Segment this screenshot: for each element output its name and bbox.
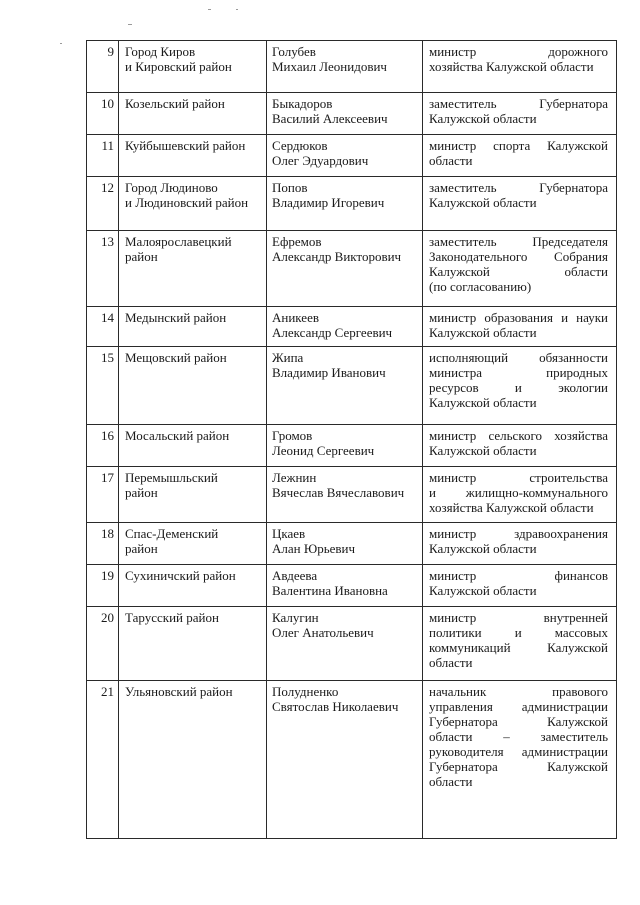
official-surname: Сердюков bbox=[272, 138, 328, 153]
district-line: Мосальский район bbox=[125, 428, 230, 443]
officials-table bbox=[86, 40, 617, 839]
position-word: Калужской области bbox=[429, 325, 537, 340]
district-line: Мещовский район bbox=[125, 350, 227, 365]
official-surname: Аникеев bbox=[272, 310, 319, 325]
position-word: экологии bbox=[558, 380, 609, 395]
position-line bbox=[429, 365, 608, 380]
official-surname: Быкадоров bbox=[272, 96, 333, 111]
table-row bbox=[87, 231, 617, 307]
official-position-cell bbox=[423, 93, 617, 135]
row-number: 21 bbox=[87, 681, 119, 839]
table-row bbox=[87, 93, 617, 135]
official-position-cell bbox=[423, 425, 617, 467]
position-line bbox=[429, 111, 608, 126]
table-row bbox=[87, 41, 617, 93]
district-line: Медынский район bbox=[125, 310, 227, 325]
official-position-cell bbox=[423, 467, 617, 523]
position-line bbox=[429, 526, 608, 541]
position-line bbox=[429, 395, 608, 410]
official-position-cell bbox=[423, 347, 617, 425]
district-cell bbox=[119, 135, 267, 177]
table-row bbox=[87, 307, 617, 347]
position-word: Законодательного bbox=[429, 249, 528, 264]
official-given-names: Олег Эдуардович bbox=[272, 153, 369, 168]
row-number: 18 bbox=[87, 523, 119, 565]
position-word: и bbox=[514, 380, 522, 395]
position-word: области bbox=[429, 655, 473, 670]
position-word: области bbox=[429, 774, 473, 789]
position-word: Калужской области bbox=[429, 541, 537, 556]
district-cell bbox=[119, 93, 267, 135]
district-line: Тарусский район bbox=[125, 610, 219, 625]
official-surname: Ефремов bbox=[272, 234, 322, 249]
table-row bbox=[87, 425, 617, 467]
row-number: 14 bbox=[87, 307, 119, 347]
position-line bbox=[429, 744, 608, 759]
row-number: 16 bbox=[87, 425, 119, 467]
official-given-names: Алан Юрьевич bbox=[272, 541, 356, 556]
official-name-cell bbox=[267, 231, 423, 307]
table-row bbox=[87, 523, 617, 565]
position-word: министра bbox=[429, 365, 482, 380]
position-word: жилищно-коммунального bbox=[465, 485, 608, 500]
table-row bbox=[87, 347, 617, 425]
district-cell bbox=[119, 607, 267, 681]
position-word: Калужской области bbox=[429, 583, 537, 598]
position-word: Калужской области bbox=[429, 111, 537, 126]
district-line: и Людиновский район bbox=[125, 195, 249, 210]
row-number: 20 bbox=[87, 607, 119, 681]
position-line bbox=[429, 96, 608, 111]
scan-dust-mark bbox=[208, 9, 211, 10]
district-cell bbox=[119, 307, 267, 347]
position-word: области bbox=[429, 729, 473, 744]
official-position-cell bbox=[423, 681, 617, 839]
official-name-cell bbox=[267, 307, 423, 347]
position-word: Губернатора bbox=[539, 96, 608, 111]
district-line: Малоярославецкий bbox=[125, 234, 232, 249]
official-given-names: Владимир Иванович bbox=[272, 365, 386, 380]
position-word: министр bbox=[429, 44, 477, 59]
table-row bbox=[87, 177, 617, 231]
position-word: Калужской области bbox=[429, 395, 537, 410]
district-line: район bbox=[125, 485, 158, 500]
row-number: 19 bbox=[87, 565, 119, 607]
district-cell bbox=[119, 347, 267, 425]
position-line bbox=[429, 443, 608, 458]
official-given-names: Валентина Ивановна bbox=[272, 583, 388, 598]
position-word: хозяйства Калужской области bbox=[429, 59, 594, 74]
official-position-cell bbox=[423, 231, 617, 307]
position-line bbox=[429, 541, 608, 556]
district-cell bbox=[119, 681, 267, 839]
district-line: Город Киров bbox=[125, 44, 196, 59]
official-name-cell bbox=[267, 177, 423, 231]
position-word: заместитель bbox=[429, 96, 497, 111]
official-position-cell bbox=[423, 607, 617, 681]
position-word: министр bbox=[429, 138, 477, 153]
position-line bbox=[429, 325, 608, 340]
table-row bbox=[87, 135, 617, 177]
official-given-names: Владимир Игоревич bbox=[272, 195, 385, 210]
district-line: Спас-Деменский bbox=[125, 526, 219, 541]
position-word: министр bbox=[429, 470, 477, 485]
district-cell bbox=[119, 177, 267, 231]
position-word: руководителя администрации bbox=[429, 744, 608, 759]
row-number: 9 bbox=[87, 41, 119, 93]
official-surname: Лежнин bbox=[272, 470, 317, 485]
row-number: 15 bbox=[87, 347, 119, 425]
position-word: финансов bbox=[554, 568, 608, 583]
position-word: Калужской bbox=[547, 714, 608, 729]
position-word: управления bbox=[429, 699, 493, 714]
official-name-cell bbox=[267, 467, 423, 523]
district-cell bbox=[119, 565, 267, 607]
position-line bbox=[429, 350, 608, 365]
position-line bbox=[429, 699, 608, 714]
position-word: Председателя bbox=[532, 234, 608, 249]
position-word: Губернатора bbox=[429, 759, 498, 774]
position-word: Губернатора bbox=[539, 180, 608, 195]
district-line: район bbox=[125, 249, 158, 264]
district-line: Перемышльский bbox=[125, 470, 218, 485]
position-word: природных bbox=[546, 365, 608, 380]
position-word: внутренней bbox=[543, 610, 608, 625]
position-word: правового bbox=[552, 684, 608, 699]
official-given-names: Леонид Сергеевич bbox=[272, 443, 375, 458]
position-line bbox=[429, 759, 608, 774]
district-line: Сухиничский район bbox=[125, 568, 236, 583]
position-word: Губернатора bbox=[429, 714, 498, 729]
district-line: Ульяновский район bbox=[125, 684, 233, 699]
position-line bbox=[429, 610, 608, 625]
position-word: Калужской bbox=[547, 138, 609, 153]
position-word: массовых bbox=[554, 625, 609, 640]
official-name-cell bbox=[267, 523, 423, 565]
position-line bbox=[429, 59, 608, 74]
officials-table-body bbox=[87, 41, 617, 839]
position-line bbox=[429, 234, 608, 249]
table-row bbox=[87, 565, 617, 607]
position-word: и bbox=[429, 485, 436, 500]
position-line bbox=[429, 264, 608, 279]
position-word: администрации bbox=[521, 699, 608, 714]
position-line bbox=[429, 568, 608, 583]
position-line bbox=[429, 774, 608, 789]
official-position-cell bbox=[423, 41, 617, 93]
position-word: коммуникаций bbox=[429, 640, 511, 655]
position-word: заместитель bbox=[429, 180, 497, 195]
position-word: и bbox=[514, 625, 522, 640]
position-word: дорожного bbox=[548, 44, 608, 59]
position-word: области bbox=[564, 264, 608, 279]
district-cell bbox=[119, 425, 267, 467]
official-name-cell bbox=[267, 135, 423, 177]
position-word: министр bbox=[429, 526, 477, 541]
position-line bbox=[429, 684, 608, 699]
official-given-names: Святослав Николаевич bbox=[272, 699, 399, 714]
official-position-cell bbox=[423, 307, 617, 347]
official-name-cell bbox=[267, 41, 423, 93]
table-row bbox=[87, 467, 617, 523]
position-line bbox=[429, 500, 608, 515]
district-line: Куйбышевский район bbox=[125, 138, 246, 153]
official-surname: Полудненко bbox=[272, 684, 339, 699]
position-word: строительства bbox=[529, 470, 608, 485]
official-position-cell bbox=[423, 523, 617, 565]
scan-dust-mark bbox=[60, 43, 62, 44]
position-word: исполняющий bbox=[429, 350, 509, 365]
district-line: Город Людиново bbox=[125, 180, 218, 195]
position-line bbox=[429, 640, 608, 655]
official-position-cell bbox=[423, 177, 617, 231]
scan-dust-mark bbox=[236, 9, 238, 10]
official-name-cell bbox=[267, 347, 423, 425]
position-word: ресурсов bbox=[429, 380, 479, 395]
position-line bbox=[429, 470, 608, 485]
table-row bbox=[87, 681, 617, 839]
position-word: Собрания bbox=[554, 249, 608, 264]
position-word: заместитель bbox=[540, 729, 609, 744]
official-given-names: Александр Сергеевич bbox=[272, 325, 393, 340]
official-surname: Авдеева bbox=[272, 568, 318, 583]
row-number: 17 bbox=[87, 467, 119, 523]
district-cell bbox=[119, 231, 267, 307]
district-cell bbox=[119, 41, 267, 93]
official-given-names: Михаил Леонидович bbox=[272, 59, 387, 74]
official-name-cell bbox=[267, 425, 423, 467]
position-word: здравоохранения bbox=[514, 526, 608, 541]
position-line bbox=[429, 714, 608, 729]
position-word: Калужской области bbox=[429, 443, 537, 458]
row-number: 11 bbox=[87, 135, 119, 177]
position-word: хозяйства Калужской области bbox=[429, 500, 594, 515]
position-word: заместитель bbox=[429, 234, 497, 249]
position-word: – bbox=[503, 729, 510, 744]
row-number: 12 bbox=[87, 177, 119, 231]
position-line bbox=[429, 485, 608, 500]
district-cell bbox=[119, 467, 267, 523]
position-word: министр сельского хозяйства bbox=[429, 428, 608, 443]
position-word: Калужской области bbox=[429, 195, 537, 210]
official-given-names: Александр Викторович bbox=[272, 249, 402, 264]
row-number: 10 bbox=[87, 93, 119, 135]
official-name-cell bbox=[267, 681, 423, 839]
position-word: министр bbox=[429, 610, 477, 625]
row-number: 13 bbox=[87, 231, 119, 307]
official-given-names: Олег Анатольевич bbox=[272, 625, 374, 640]
position-word: обязанности bbox=[539, 350, 608, 365]
position-line bbox=[429, 249, 608, 264]
official-surname: Голубев bbox=[272, 44, 316, 59]
position-word: Калужской bbox=[429, 264, 490, 279]
position-word: (по согласованию) bbox=[429, 279, 532, 294]
position-word: Калужской bbox=[547, 640, 608, 655]
district-line: и Кировский район bbox=[125, 59, 232, 74]
official-surname: Цкаев bbox=[272, 526, 306, 541]
district-cell bbox=[119, 523, 267, 565]
position-line bbox=[429, 729, 608, 744]
official-surname: Жипа bbox=[272, 350, 304, 365]
position-line bbox=[429, 428, 608, 443]
position-word: политики bbox=[429, 625, 482, 640]
position-word: министр bbox=[429, 568, 477, 583]
official-position-cell bbox=[423, 135, 617, 177]
position-word: начальник bbox=[429, 684, 487, 699]
official-surname: Громов bbox=[272, 428, 313, 443]
position-line bbox=[429, 180, 608, 195]
position-word: спорта bbox=[493, 138, 531, 153]
position-line bbox=[429, 279, 608, 294]
official-surname: Попов bbox=[272, 180, 308, 195]
position-line bbox=[429, 138, 608, 153]
official-name-cell bbox=[267, 607, 423, 681]
official-surname: Калугин bbox=[272, 610, 319, 625]
position-line bbox=[429, 625, 608, 640]
district-line: район bbox=[125, 541, 158, 556]
official-given-names: Василий Алексеевич bbox=[272, 111, 388, 126]
scan-dust-mark bbox=[128, 24, 132, 25]
position-line bbox=[429, 44, 608, 59]
official-position-cell bbox=[423, 565, 617, 607]
position-word: Калужской bbox=[547, 759, 608, 774]
position-line bbox=[429, 153, 608, 168]
position-line bbox=[429, 310, 608, 325]
position-word: области bbox=[429, 153, 473, 168]
position-word: министр образования и науки bbox=[429, 310, 608, 325]
official-name-cell bbox=[267, 565, 423, 607]
position-line bbox=[429, 655, 608, 670]
position-line bbox=[429, 195, 608, 210]
position-line bbox=[429, 380, 608, 395]
table-row bbox=[87, 607, 617, 681]
position-line bbox=[429, 583, 608, 598]
official-given-names: Вячеслав Вячеславович bbox=[272, 485, 405, 500]
official-name-cell bbox=[267, 93, 423, 135]
district-line: Козельский район bbox=[125, 96, 225, 111]
